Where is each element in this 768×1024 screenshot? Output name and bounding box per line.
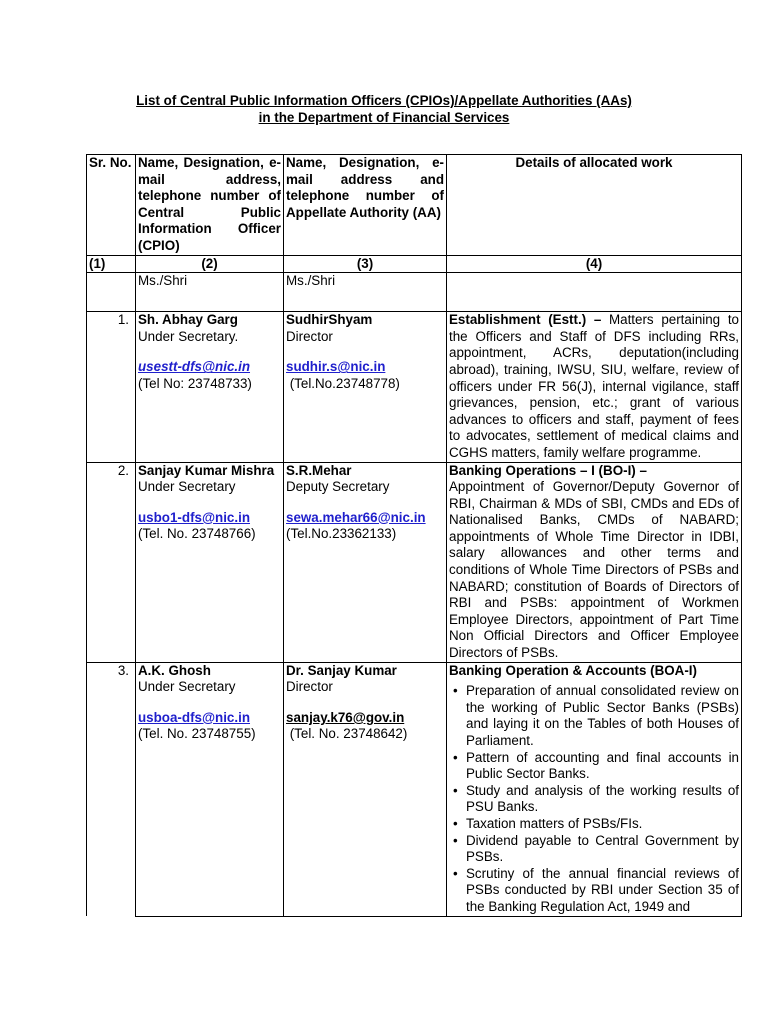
- table-row: [87, 662, 742, 916]
- aa-cell: [284, 662, 447, 916]
- aa-cell: [284, 312, 447, 462]
- aa-telephone: (Tel. No. 23748642): [286, 726, 408, 742]
- col-number-2: (2): [136, 255, 284, 273]
- cpio-name: Sanjay Kumar Mishra: [138, 462, 275, 478]
- cpio-designation: Under Secretary: [138, 479, 236, 495]
- row-sr-no: 3.: [87, 662, 136, 916]
- aa-name: SudhirShyam: [286, 312, 373, 328]
- aa-telephone: (Tel.No.23748778): [286, 375, 400, 391]
- list-item: • Scrutiny of the annual financial reviews of PSBs conducted by RBI under Section 35 of the Banking Regulation Act, 1949 and: [453, 865, 739, 914]
- work-title: Banking Operation & Accounts (BOA-I): [449, 662, 697, 678]
- aa-email-link[interactable]: sanjay.k76@gov.in: [286, 709, 405, 725]
- list-item: • Preparation of annual consolidated review on the working of Public Sector Banks (PSBs) and laying it on the Tables of both Houses of Parliament.: [453, 683, 739, 748]
- cpio-designation: Under Secretary: [138, 679, 236, 695]
- cpio-cell: [136, 662, 284, 916]
- cpio-cell: [136, 462, 284, 662]
- col-number-3: (3): [284, 255, 447, 273]
- work-title: Establishment (Estt.) –: [449, 312, 602, 328]
- bullet-icon: •: [453, 749, 458, 765]
- col-number-4: (4): [447, 255, 742, 273]
- cpio-telephone: (Tel. No. 23748755): [138, 726, 256, 742]
- cpio-telephone: (Tel No: 23748733): [138, 375, 252, 391]
- aa-telephone: (Tel.No.23362133): [286, 526, 397, 542]
- row-sr-no: 2.: [87, 462, 136, 662]
- work-cell: [447, 462, 742, 662]
- aa-designation: Deputy Secretary: [286, 479, 390, 495]
- list-item: • Pattern of accounting and final accounts in Public Sector Banks.: [453, 749, 739, 782]
- table-row: [87, 462, 742, 662]
- work-description: Appointment of Governor/Deputy Governor of RBI, Chairman & MDs of SBI, CMDs and EDs of Nationalised Banks, CMDs of NABARD; appointments of Whole Time Director in IDBI, salary allowances and other terms and conditions of Whole Time Directors of PSBs and NABARD; constitution of Boards of Directors of RBI and PSBs: appointment of Workmen Employee Directors, appointment of Part Time Non Official Directors and Officer Employee Directors of PSBs.: [449, 479, 739, 661]
- cpio-email-link[interactable]: usbo1-dfs@nic.in: [138, 509, 251, 525]
- cpio-telephone: (Tel. No. 23748766): [138, 526, 256, 542]
- header-work: Details of allocated work: [447, 155, 742, 256]
- work-cell: [447, 312, 742, 462]
- table-header-row: [87, 155, 742, 256]
- row-sr-no: 1.: [87, 312, 136, 462]
- header-cpio: Name, Designation, e-mail address, telephone number of Central Public Information Officer (CPIO): [136, 155, 284, 256]
- header-aa: Name, Designation, e-mail address and telephone number of Appellate Authority (AA): [284, 155, 447, 256]
- cpio-designation: Under Secretary.: [138, 328, 239, 344]
- salutation-work-empty: [447, 273, 742, 312]
- table-row: [87, 312, 742, 462]
- cpio-email-link[interactable]: usestt-dfs@nic.in: [138, 359, 251, 375]
- cpio-name: A.K. Ghosh: [138, 662, 211, 678]
- document-title-line1: List of Central Public Information Officers (CPIOs)/Appellate Authorities (AAs): [136, 93, 632, 108]
- list-item: • Dividend payable to Central Government by PSBs.: [453, 832, 739, 865]
- aa-name: Dr. Sanjay Kumar: [286, 662, 397, 678]
- work-description: Matters pertaining to the Officers and Staff of DFS including RRs, appointment, ACRs, deputation(including abroad), training, IWSU, SIU, welfare, review of officers under FR 56(J), internal vigilance, staff grievances, pension, etc.; grant of various advances to officers and staff, payment of fees to advocates, settlement of medical claims and CGHS matters, family welfare programme.: [449, 312, 739, 460]
- salutation-row: [87, 273, 742, 312]
- cpio-name: Sh. Abhay Garg: [138, 312, 238, 328]
- bullet-icon: •: [453, 815, 458, 831]
- bullet-icon: •: [453, 683, 458, 699]
- aa-cell: [284, 462, 447, 662]
- list-item: • Study and analysis of the working results of PSU Banks.: [453, 782, 739, 815]
- work-bullet-list: [449, 683, 739, 915]
- salutation-aa: Ms./Shri: [284, 273, 447, 312]
- aa-email-link[interactable]: sewa.mehar66@nic.in: [286, 509, 426, 525]
- salutation-cpio: Ms./Shri: [136, 273, 284, 312]
- aa-email-link[interactable]: sudhir.s@nic.in: [286, 359, 386, 375]
- work-title: Banking Operations – I (BO-I) –: [449, 462, 647, 478]
- bullet-icon: •: [453, 865, 458, 881]
- aa-name: S.R.Mehar: [286, 462, 352, 478]
- document-title-line2: in the Department of Financial Services: [258, 110, 510, 125]
- bullet-icon: •: [453, 782, 458, 798]
- cpio-cell: [136, 312, 284, 462]
- aa-designation: Director: [286, 679, 333, 695]
- col-number-1: (1): [87, 255, 136, 273]
- bullet-icon: •: [453, 832, 458, 848]
- aa-designation: Director: [286, 328, 333, 344]
- column-number-row: [87, 255, 742, 273]
- header-sr-no: Sr. No.: [87, 155, 136, 256]
- work-cell: [447, 662, 742, 916]
- list-item: • Taxation matters of PSBs/FIs.: [453, 815, 643, 831]
- cpio-table: [86, 154, 742, 917]
- cpio-email-link[interactable]: usboa-dfs@nic.in: [138, 709, 251, 725]
- salutation-empty-cell: [87, 273, 136, 312]
